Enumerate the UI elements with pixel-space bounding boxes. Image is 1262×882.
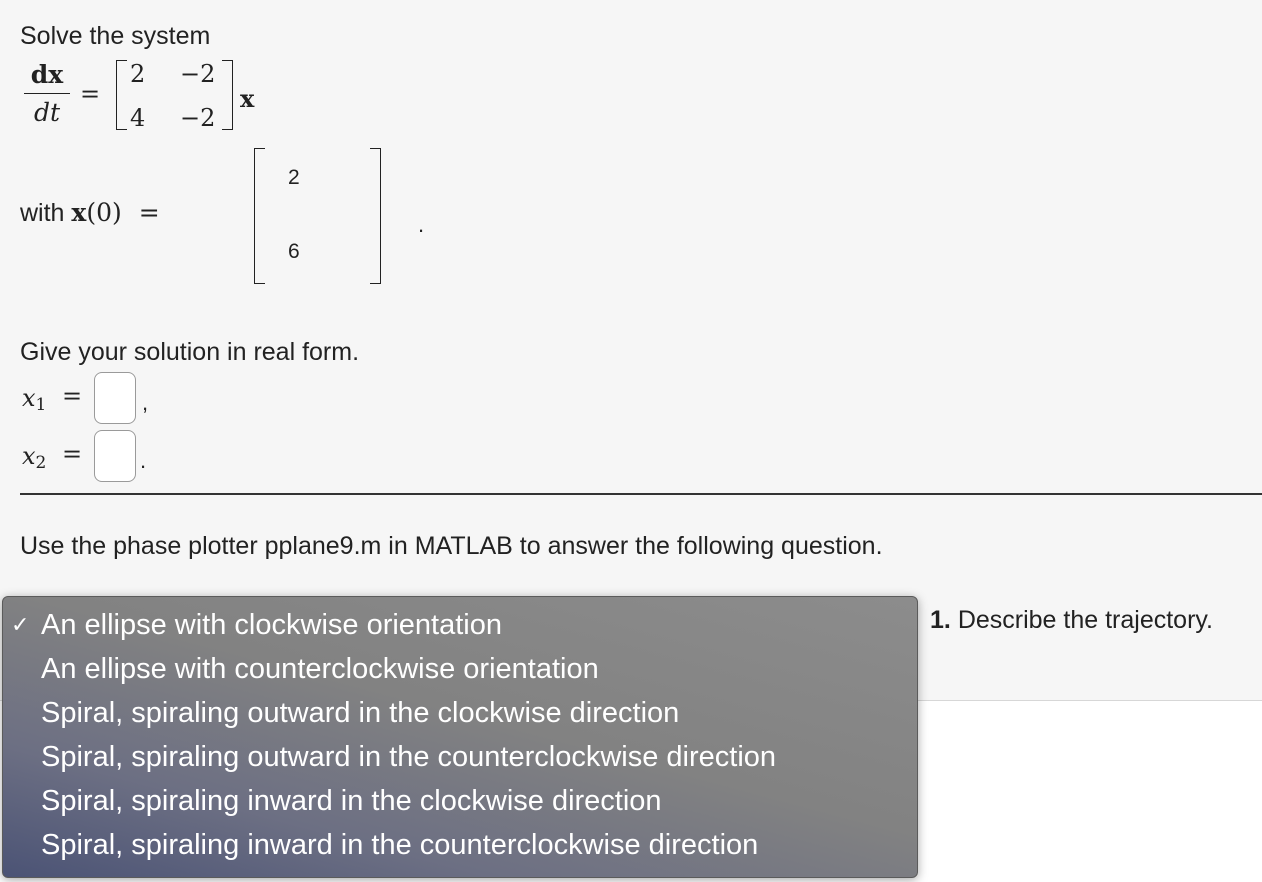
answer-prompt: Give your solution in real form.	[20, 338, 360, 366]
option-label: An ellipse with clockwise orientation	[41, 609, 502, 641]
matrix-cell: −2	[180, 104, 216, 132]
derivative-numerator: dx	[30, 60, 64, 89]
phase-instruction: Use the phase plotter pplane9.m in MATLAB to answer the following question.	[20, 532, 883, 560]
initial-condition-label	[20, 198, 160, 228]
vector-left-bracket	[254, 148, 265, 284]
option-label: Spiral, spiraling outward in the counterclockwise direction	[41, 741, 777, 773]
question-text: Describe the trajectory.	[957, 606, 1214, 634]
option-label: An ellipse with counterclockwise orientation	[41, 653, 599, 685]
answer-input-x1[interactable]	[94, 372, 136, 424]
variable-label: $x_1$	[22, 384, 47, 415]
equals-sign: =	[62, 440, 83, 468]
matrix-cell: 2	[130, 60, 146, 88]
vector-right-bracket	[370, 148, 381, 284]
initial-prefix: with	[20, 199, 65, 227]
dropdown-option[interactable]	[3, 779, 917, 823]
dropdown-option[interactable]	[3, 647, 917, 691]
variable-label: $x_2$	[22, 442, 47, 473]
derivative-fraction	[22, 60, 72, 128]
initial-symbol: x	[71, 198, 87, 227]
question-1	[930, 606, 1213, 635]
equals-sign: =	[80, 80, 101, 108]
matrix-cell: −2	[180, 60, 216, 88]
dropdown-option[interactable]	[3, 735, 917, 779]
comma: ,	[142, 390, 149, 415]
answer-row-x2	[22, 428, 222, 484]
option-label: Spiral, spiraling inward in the clockwise direction	[41, 785, 662, 817]
vector-cell: 6	[288, 240, 300, 263]
period: .	[418, 212, 425, 237]
option-label: Spiral, spiraling outward in the clockwise direction	[41, 697, 680, 729]
matrix-left-bracket	[116, 60, 127, 130]
trajectory-dropdown-menu[interactable]	[2, 596, 918, 878]
dropdown-option[interactable]	[3, 691, 917, 735]
period: .	[140, 448, 147, 473]
checkmark-icon: ✓	[11, 612, 30, 637]
initial-equals: =	[138, 198, 160, 227]
derivative-denominator: dt	[33, 98, 61, 127]
option-label: Spiral, spiraling inward in the counterclockwise direction	[41, 829, 759, 861]
answer-row-x1	[22, 372, 222, 428]
matrix-right-bracket	[222, 60, 233, 130]
vector-x: x	[240, 84, 255, 113]
matrix-cell: 4	[130, 104, 146, 132]
question-number: 1.	[930, 606, 951, 634]
problem-intro: Solve the system	[20, 22, 211, 50]
vector-cell: 2	[288, 166, 300, 189]
dropdown-option[interactable]	[3, 603, 917, 647]
initial-arg: (0)	[86, 198, 122, 227]
answer-input-x2[interactable]	[94, 430, 136, 482]
equals-sign: =	[62, 382, 83, 410]
dropdown-option[interactable]	[3, 823, 917, 867]
horizontal-rule	[20, 493, 1262, 495]
fraction-bar	[24, 93, 70, 94]
